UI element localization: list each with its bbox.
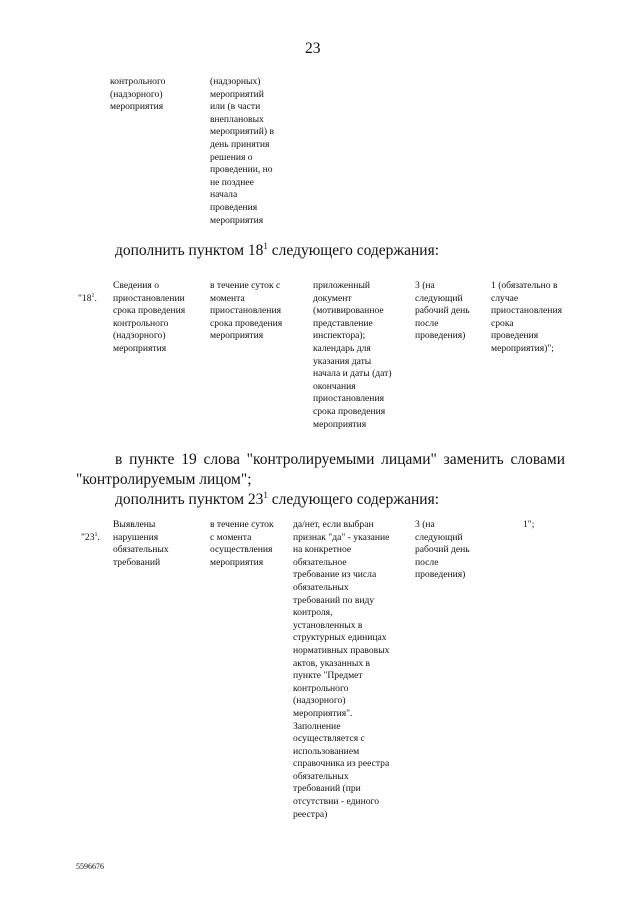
- row-23-num-sup: 1: [94, 531, 98, 538]
- instruction-1-sup: 1: [263, 241, 268, 251]
- instruction-replace-line1: в пункте 19 слова "контролируемыми лицами" заменить словами: [115, 451, 565, 468]
- row-23-num-main: "23: [81, 531, 95, 543]
- row-18-deadline: в течение суток с момента приостановления срока проведения мероприятия: [210, 280, 283, 342]
- top-fragment-col2: контрольного (надзорного) мероприятия: [110, 76, 166, 113]
- footer-document-code: 5596676: [76, 862, 104, 871]
- row-18-period: 3 (на следующий рабочий день после проведения): [415, 280, 470, 342]
- row-18-number: [78, 280, 97, 305]
- row-23-content: да/нет, если выбран признак "да" - указание на конкретное обязательное требование из числа обязательных требований по виду контроля, установленных в структурных единицах нормативных правовых актов, указанных в пункте "Предмет контрольного (надзорного) мероприятия". Заполнение осуществляется с использованием справочника из реестра обязательных требований (при отсутствии - единого реестра): [293, 519, 390, 820]
- row-18-num-main: "18: [78, 292, 92, 304]
- instruction-3-sup: 1: [263, 490, 268, 500]
- row-23-deadline: в течение суток с момента осуществления мероприятия: [210, 519, 274, 568]
- row-23-mandatory: 1";: [523, 519, 535, 530]
- instruction-1-after: следующего содержания:: [267, 242, 440, 259]
- row-18-num-sup: 1: [91, 292, 95, 299]
- row-23-number: [81, 519, 100, 544]
- page-number: 23: [305, 40, 321, 57]
- instruction-1-before: дополнить пунктом 18: [115, 242, 264, 259]
- row-18-num-tail: .: [94, 292, 97, 304]
- instruction-add-23-1: [115, 490, 439, 510]
- row-18-content: приложенный документ (мотивированное представление инспектора); календарь для указания даты начала и даты (дат) окончания приостановления срока проведения мероприятия: [313, 280, 392, 430]
- row-18-indicator: Сведения о приостановлении срока проведения контрольного (надзорного) мероприятия: [113, 280, 186, 354]
- instruction-replace-line2: "контролируемым лицом";: [76, 471, 252, 488]
- row-23-indicator: Выявлены нарушения обязательных требований: [113, 519, 169, 568]
- row-18-mandatory: 1 (обязательно в случае приостановления срока проведения мероприятия)";: [491, 280, 562, 354]
- instruction-add-18-1: [115, 241, 439, 261]
- instruction-3-after: следующего содержания:: [267, 491, 440, 508]
- instruction-3-before: дополнить пунктом 23: [115, 491, 264, 508]
- row-23-period: 3 (на следующий рабочий день после проведения): [415, 519, 470, 581]
- row-23-num-tail: .: [97, 531, 100, 543]
- top-fragment-col3: (надзорных) мероприятий или (в части внеплановых мероприятий) в день принятия решения о проведении, но не позднее начала проведения мероприятия: [210, 76, 274, 226]
